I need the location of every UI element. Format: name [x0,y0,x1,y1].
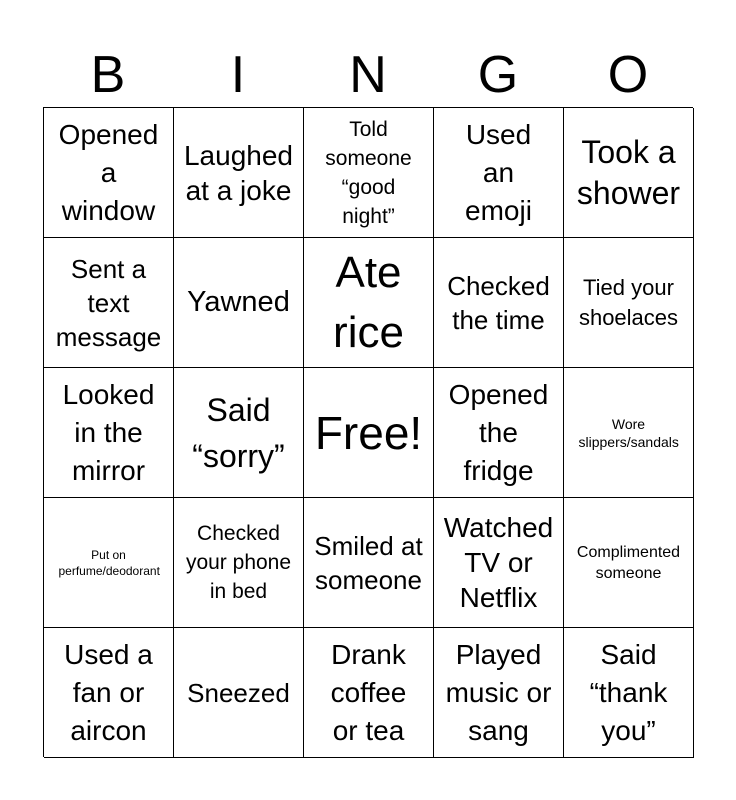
bingo-cell[interactable] [44,368,174,498]
cell-text: Opened a window [58,118,159,226]
cell-text: Used an emoji [465,118,532,226]
bingo-cell[interactable] [174,628,304,758]
cell-text: Put on perfume/deodorant [58,547,160,578]
bingo-cell[interactable] [174,108,304,238]
bingo-cell[interactable] [564,238,694,368]
cell-text: Watched TV or Netflix [443,512,554,613]
cell-text: Sent a text message [55,253,162,352]
cell-text: Yawned [187,286,290,318]
bingo-cell[interactable] [564,108,694,238]
cell-text: Laughed at a joke [183,139,293,206]
cell-text: Smiled at someone [314,530,423,595]
bingo-cell[interactable] [304,498,434,628]
header-letter-g: G [477,46,519,104]
bingo-cell[interactable] [304,628,434,758]
bingo-cell[interactable] [44,238,174,368]
cell-text: Said “thank you” [589,638,668,746]
cell-text: Free! [314,406,423,459]
cell-text: Opened the fridge [448,378,549,486]
header-letter-i: I [230,46,246,104]
bingo-cell[interactable] [434,238,564,368]
cell-text: Took a shower [576,133,681,211]
cell-text: Used a fan or aircon [64,638,153,746]
header-letter-b: B [90,46,126,104]
bingo-cell[interactable] [174,368,304,498]
bingo-cell[interactable] [44,108,174,238]
bingo-cell[interactable] [304,108,434,238]
bingo-cell[interactable] [304,238,434,368]
cell-text: Tied your shoelaces [578,274,679,330]
bingo-cell[interactable] [434,498,564,628]
cell-text: Sneezed [187,677,290,708]
bingo-cell[interactable] [434,628,564,758]
bingo-cell[interactable] [434,368,564,498]
bingo-cell[interactable] [434,108,564,238]
bingo-cell[interactable] [174,238,304,368]
bingo-header [43,44,693,106]
bingo-cell[interactable] [44,498,174,628]
cell-text: Played music or sang [445,638,552,746]
cell-text: Ate rice [333,247,404,357]
cell-text: Complimented someone [576,543,681,582]
bingo-cell[interactable] [44,628,174,758]
header-letter-o: O [607,46,649,104]
header-letter-n: N [349,46,387,104]
bingo-cell[interactable] [564,498,694,628]
cell-text: Checked your phone in bed [185,522,292,603]
bingo-board [43,107,693,757]
cell-text: Told someone “good night” [325,117,412,228]
cell-text: Looked in the mirror [62,378,155,486]
bingo-cell[interactable] [564,368,694,498]
cell-text: Said “sorry” [192,391,285,474]
cell-text: Checked the time [447,270,550,335]
cell-text: Drank coffee or tea [330,638,407,746]
bingo-cell[interactable] [564,628,694,758]
bingo-cell[interactable] [174,498,304,628]
cell-text: Wore slippers/sandals [578,415,679,450]
free-space-cell[interactable] [304,368,434,498]
